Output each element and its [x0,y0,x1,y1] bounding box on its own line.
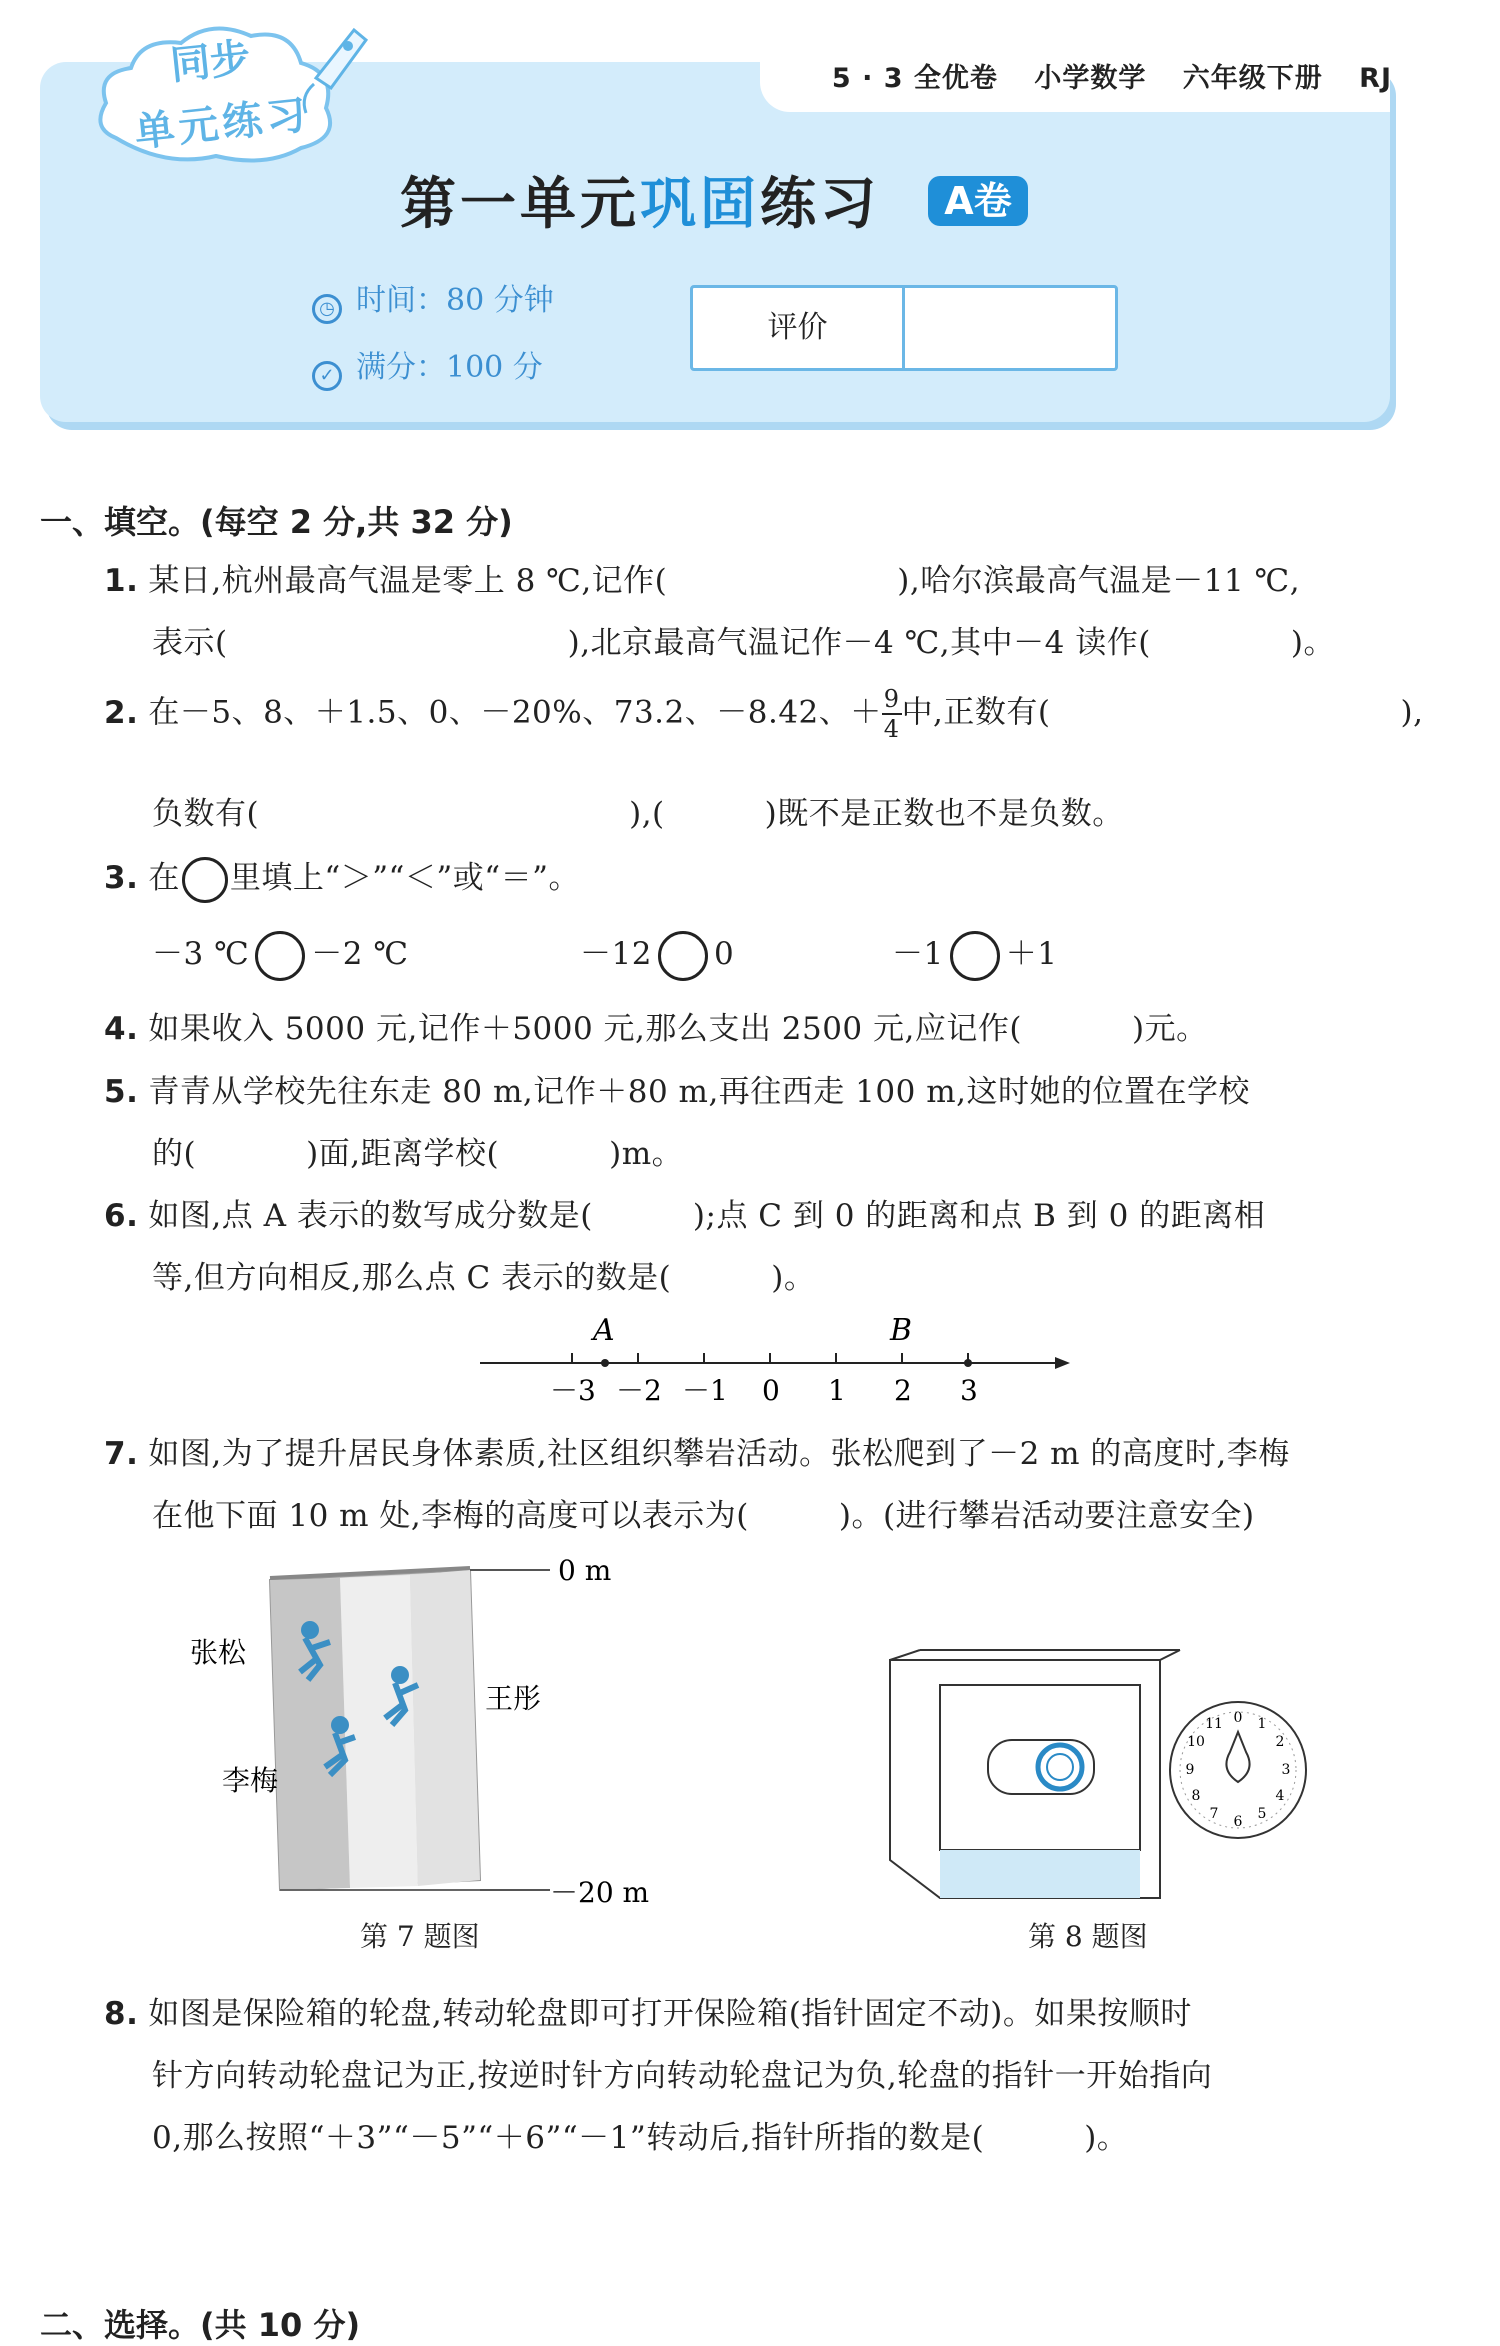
q2-frac-den: 4 [883,715,900,743]
q3-example-circle [182,857,228,903]
q3-compare-1 [152,928,409,981]
svg-text:9: 9 [1185,1762,1195,1778]
q1-text-c: 表示( [152,625,228,661]
title-part-1: 第一单元 [400,172,640,237]
climbing-wall-figure [180,1550,680,1930]
q3-text-a: 在 [148,860,180,896]
point-a-label: A [593,1313,615,1348]
q2-text-f: )既不是正数也不是负数。 [764,796,1124,832]
q7-line-1 [104,1428,1290,1473]
score-info [312,342,543,391]
q1-line-1 [104,555,1300,600]
q4-text-a: 如果收入 5000 元,记作＋5000 元,那么支出 2500 元,应记作( [148,1011,1022,1047]
q3-number: 3. [104,860,139,896]
q5-text-b: 的( [152,1136,197,1172]
q2-frac-num: 9 [883,685,900,713]
tick-label-1: 1 [828,1374,846,1407]
page-title [400,160,880,240]
svg-text:10: 10 [1187,1734,1205,1750]
q4-text-b: )元。 [1131,1011,1208,1047]
climber-name-1: 张松 [190,1636,247,1669]
q5-number: 5. [104,1074,139,1110]
q8-text-c: 0,那么按照“＋3”“－5”“＋6”“－1”转动后,指针所指的数是( [152,2120,985,2156]
q6-line-2 [152,1252,815,1297]
q7-caption: 第 7 题图 [360,1920,480,1953]
q2-text-e: ),( [629,796,665,832]
q2-number: 2. [104,694,139,731]
q6-text-d: )。 [771,1260,816,1296]
clock-icon: ◷ [312,294,342,324]
tick-label-0: 0 [762,1374,780,1407]
q4-number: 4. [104,1011,139,1047]
series-info [806,56,1392,95]
q7-text-a: 如图,为了提升居民身体素质,社区组织攀岩活动。张松爬到了－2 m 的高度时,李梅 [148,1436,1290,1472]
q5-text-c: )面,距离学校( [306,1136,500,1172]
climber-name-3: 李梅 [222,1764,279,1797]
point-b-dot [964,1359,972,1367]
q2-text-b: 中,正数有( [901,694,1051,731]
q8-text-b: 针方向转动轮盘记为正,按逆时针方向转动轮盘记为负,轮盘的指针一开始指向 [152,2058,1213,2094]
q3-answer-circle-2[interactable] [658,931,708,981]
q6-text-c: 等,但方向相反,那么点 C 表示的数是( [152,1260,672,1296]
subject: 小学数学 [1034,63,1147,94]
q3-c3-right: ＋1 [1005,936,1058,972]
svg-text:3: 3 [1281,1762,1291,1778]
q1-text-d: ),北京最高气温记作－4 ℃,其中－4 读作( [567,625,1151,661]
q2-text-c: ), [1400,694,1424,731]
q2-text-a: 在－5、8、＋1.5、0、－20%、73.2、－8.42、＋ [148,694,882,731]
section-1-title: 一、填空。(每空 2 分,共 32 分) [40,503,513,541]
q7-line-2 [152,1490,1255,1535]
check-icon: ✓ [312,361,342,391]
q5-line-1 [104,1066,1250,1111]
q8-caption: 第 8 题图 [1028,1920,1148,1953]
q1-text-e: )。 [1290,625,1335,661]
svg-text:11: 11 [1205,1716,1223,1732]
tick-label-m1: －1 [682,1374,728,1407]
tick-label-3: 3 [960,1374,978,1407]
q5-text-d: )m。 [609,1136,684,1172]
q7-text-c: )。(进行攀岩活动要注意安全) [838,1498,1255,1534]
q6-text-b: );点 C 到 0 的距离和点 B 到 0 的距离相 [692,1198,1266,1234]
q3-answer-circle-1[interactable] [255,931,305,981]
q8-line-2 [152,2050,1212,2095]
q8-line-1 [104,1988,1192,2033]
section-2-title: 二、选择。(共 10 分) [40,2306,361,2344]
svg-text:2: 2 [1275,1734,1285,1750]
evaluation-label: 评价 [693,288,905,368]
q1-number: 1. [104,563,139,599]
climber-name-2: 王彤 [485,1682,542,1715]
time-text: 时间：80 分钟 [356,283,554,318]
badge-text-2: 单元练习 [132,90,313,157]
title-highlight: 巩固 [640,172,760,237]
q7-number: 7. [104,1436,139,1472]
svg-text:1: 1 [1257,1716,1267,1732]
height-label-top: 0 m [558,1554,612,1587]
edition: RJ [1359,63,1392,94]
q3-c3-left: －1 [892,936,944,972]
q2-line-2 [152,788,1124,833]
q2-text-d: 负数有( [152,796,260,832]
q5-line-2 [152,1128,683,1173]
q3-line-1 [104,852,580,903]
grade: 六年级下册 [1182,63,1323,94]
q8-line-3 [152,2112,1128,2157]
evaluation-box [690,285,1118,371]
safe-dial-icon [1038,1745,1082,1789]
tick-label-2: 2 [894,1374,912,1407]
svg-text:0: 0 [1233,1710,1243,1726]
point-a-dot [601,1359,609,1367]
q6-number-line [470,1305,1070,1415]
safe-figure [880,1640,1320,1920]
q1-line-2 [152,617,1335,662]
q7-text-b: 在他下面 10 m 处,李梅的高度可以表示为( [152,1498,749,1534]
q6-text-a: 如图,点 A 表示的数写成分数是( [148,1198,593,1234]
height-label-bottom: －20 m [550,1876,650,1909]
badge-text-1: 同步 [168,33,253,90]
tick-label-m2: －2 [616,1374,662,1407]
point-b-label: B [890,1313,913,1348]
q6-line-1 [104,1190,1265,1235]
q3-c1-left: －3 ℃ [152,936,250,972]
q1-text-b: ),哈尔滨最高气温是－11 ℃, [897,563,1301,599]
q5-text-a: 青青从学校先往东走 80 m,记作＋80 m,再往西走 100 m,这时她的位置在学校 [148,1074,1250,1110]
q1-text-a: 某日,杭州最高气温是零上 8 ℃,记作( [148,563,668,599]
title-part-2: 练习 [760,172,880,237]
svg-text:6: 6 [1233,1814,1243,1830]
q8-number: 8. [104,1996,139,2032]
q3-compare-3 [892,928,1057,981]
score-text: 满分：100 分 [356,350,543,385]
paper-badge: A卷 [928,176,1028,226]
q3-c2-right: 0 [713,936,735,972]
q3-c1-right: －2 ℃ [311,936,409,972]
q3-text-b: 里填上“＞”“＜”或“＝”。 [229,860,580,896]
q2-line-1 [104,685,1423,743]
svg-text:8: 8 [1191,1788,1201,1804]
series-name: 5 · 3 全优卷 [831,63,998,94]
q8-text-a: 如图是保险箱的轮盘,转动轮盘即可打开保险箱(指针固定不动)。如果按顺时 [148,1996,1192,2032]
q6-number: 6. [104,1198,139,1234]
svg-text:7: 7 [1209,1806,1219,1822]
time-info [312,275,554,324]
q3-c2-left: －12 [580,936,652,972]
q8-text-d: )。 [1084,2120,1129,2156]
svg-text:5: 5 [1257,1806,1267,1822]
tick-label-m3: －3 [550,1374,596,1407]
svg-text:4: 4 [1275,1788,1285,1804]
q3-answer-circle-3[interactable] [950,931,1000,981]
q3-compare-2 [580,928,734,981]
q4-line [104,1003,1208,1048]
q2-fraction [882,685,902,743]
